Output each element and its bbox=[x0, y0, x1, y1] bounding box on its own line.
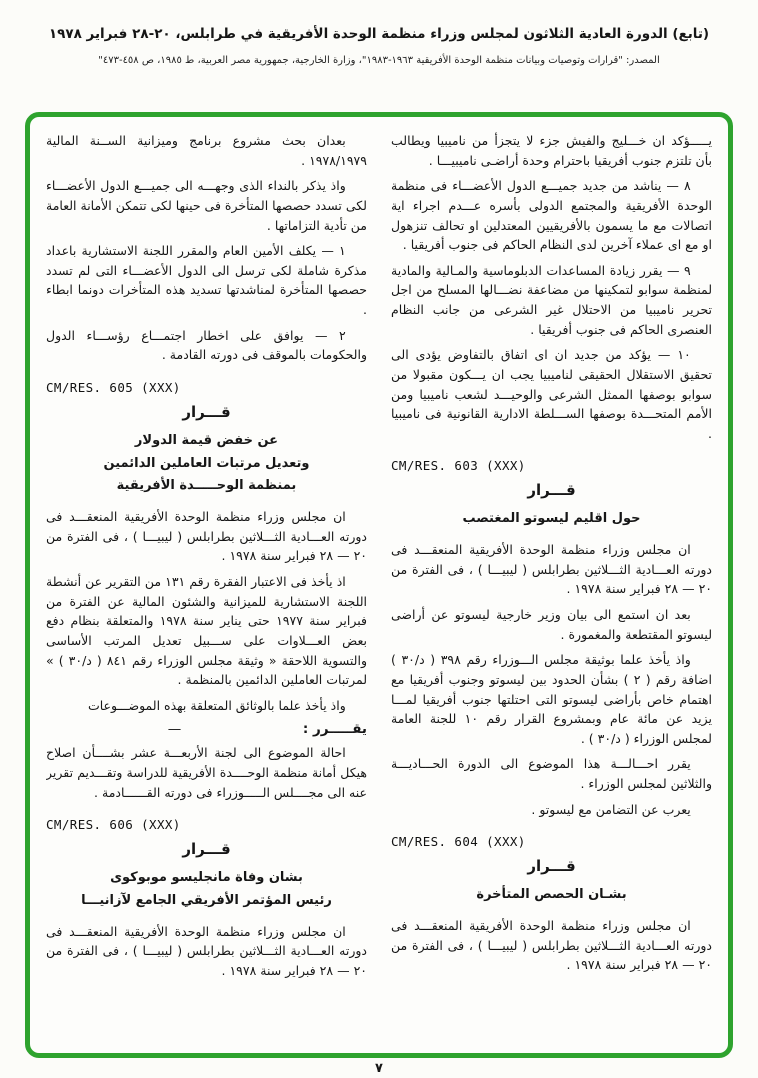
resolution-subject bbox=[391, 884, 712, 907]
paragraph: بعد ان استمع الى بيان وزير خارجية ليسوتو عن أراضى ليسوتو المقتطعة والمغمورة . bbox=[391, 607, 712, 642]
resolution-subject-line: حول اقليم ليسوتو المغتصب bbox=[462, 511, 641, 527]
paragraph: يـــــؤكد ان خـــليج والفيش جزء لا يتجزأ من ناميبيا ويطالب بأن تلتزم جنوب أفريقيا باحترام وحدة أراضـى ناميبيـــا . bbox=[391, 133, 712, 168]
paragraph: يعرب عن التضامن مع ليسوتو . bbox=[531, 801, 691, 817]
resolution-subject bbox=[46, 867, 367, 913]
decree-label: يقـــــرر : bbox=[302, 721, 367, 738]
document-source: المصدر: "قرارات وتوصيات وبيانات منظمة الوحدة الأفريقية ١٩٦٣-١٩٨٣"، وزارة الخارجية، جمهورية مصر العربية، ط ١٩٨٥، ص ٤٥٨-٤٧٣" bbox=[98, 55, 660, 66]
resolution-subject bbox=[391, 508, 712, 531]
decree-dash: — bbox=[167, 721, 182, 738]
green-border-frame bbox=[25, 112, 733, 1058]
paragraph: ان مجلس وزراء منظمة الوحدة الأفريقية المنعقـــد فى دورته العـــادية الثـــلاثين بطرابلس ( ليبيـــا ) ، فى الفترة من ٢٠ — ٢٨ فبراير سنة ١٩٧٨ . bbox=[391, 918, 712, 973]
paragraph: احالة الموضوع الى لجنة الأربعـــة عشر بشــــأن اصلاح هيكل أمانة منظمة الوحــــدة الأفريقية للدراسة وتقـــديم تقرير عنه الى مجــــلس الـــــوزراء فى دورته القــــــادمة . bbox=[46, 745, 367, 800]
resolution-subject-line: رئيس المؤتمر الأفريقي الجامع لآزانيـــا bbox=[81, 893, 332, 908]
resolution-code: CM/RES. 604 (XXX) bbox=[391, 834, 526, 850]
paragraph: ١٠ — يؤكد من جديد ان اى اتفاق بالتفاوض يؤدى الى تحقيق الاستقلال الحقيقى لناميبيا يجب ان يـــكون مقبولا من سوابو بوصفها الممثل الشرعى والوحيـــد لشعب ناميبيا ومن الأمم المتحـــدة بوصفها الســـلطة الادارية القانونية فى ناميبيا . bbox=[391, 347, 712, 441]
resolution-subject-line: بمنظمة الوحـــــدة الأفريقية bbox=[116, 478, 297, 494]
page-number: ٧ bbox=[375, 1061, 383, 1076]
paragraph: اذ يأخذ فى الاعتبار الفقرة رقم ١٣١ من التقرير عن أنشطة اللجنة الاستشارية للميزانية والشئون المالية عن الفترة من فبراير سنة ١٩٧٧ حتى يناير سنة ١٩٧٨ والمتعلقة بنظام دفع بعض العـــلاوات على ســـبيل تعديل المرتب الأساسى والتسوية اللاحقة « وثيقة مجلس الوزراء رقم ٨٤١ ( د/٣٠ ) » لمرتبات العاملين الدائمين بالمنظمة . bbox=[46, 574, 367, 688]
page-header bbox=[0, 26, 758, 66]
resolution-code: CM/RES. 605 (XXX) bbox=[46, 379, 181, 395]
paragraph: واذ يأخذ علما بالوثائق المتعلقة بهذه الموضـــوعات bbox=[87, 697, 346, 713]
resolution-heading: قـــرار bbox=[182, 840, 231, 859]
column-right bbox=[391, 131, 712, 1045]
resolution-heading: قـــرار bbox=[527, 481, 576, 500]
resolution-subject-line: عن خفض قيمة الدولار bbox=[134, 432, 279, 448]
decree-line bbox=[46, 721, 367, 737]
paragraph: واذ يذكر بالنداء الذى وجهـــه الى جميـــع الدول الأعضـــاء لكى تسدد حصصها المتأخرة فى حينها لكى تتمكن الأمانة العامة من تأدية التزاماتها . bbox=[46, 178, 367, 233]
paragraph: ١ — يكلف الأمين العام والمقرر اللجنة الاستشارية باعداد مذكرة شاملة لكى ترسل الى الدول الأعضـــاء التى لم تسدد حصصها المتأخرة لمناشدتها تسديد هذه المتأخرات دونما ابطاء . bbox=[46, 243, 367, 317]
paragraph: بعدان بحث مشروع برنامج وميزانية الســنة المالية ١٩٧٨/١٩٧٩ . bbox=[46, 133, 367, 168]
resolution-heading: قـــرار bbox=[527, 857, 576, 876]
document-title: (تابع) الدورة العادية الثلاثون لمجلس وزراء منظمة الوحدة الأفريقية في طرابلس، ٢٠-٢٨ فبراير ١٩٧٨ bbox=[48, 26, 710, 42]
two-column-layout bbox=[46, 131, 712, 1045]
resolution-subject-line: بشان وفاة مانجليسو موبوكوى bbox=[110, 870, 303, 886]
resolution-heading: قـــرار bbox=[182, 402, 231, 421]
paragraph: ان مجلس وزراء منظمة الوحدة الأفريقية المنعقـــد فى دورته العـــادية الثـــلاثين بطرابلس ( ليبيـــا ) ، فى الفترة من ٢٠ — ٢٨ فبراير سنة ١٩٧٨ . bbox=[46, 509, 367, 564]
resolution-code: CM/RES. 603 (XXX) bbox=[391, 458, 526, 474]
resolution-subject bbox=[46, 430, 367, 498]
paragraph: ٨ — يناشد من جديد جميـــع الدول الأعضـــاء فى منظمة الوحدة الأفريقية والمجتمع الدولى بأسره عـــدم اجراء اية اتصالات مع ما يسمون بالأفريقيين المعتدلين او تحالف تنزهول او مع اى عملاء آخرين لدى النظام الحاكم فى جنوب أفريقيا . bbox=[391, 178, 712, 253]
paragraph: ٩ — يقرر زيادة المساعدات الدبلوماسية والمـالية والمادية لمنظمة سوابو لتمكينها من مضاعفة نضـــالها المسلح من اجل تحرير ناميبيا من الاحتلال غير الشرعى من جانب النظام العنصرى الحاكم فى جنوب أفريقيا . bbox=[391, 262, 712, 337]
paragraph: ٢ — يوافق على اخطار اجتمـــاع رؤســـاء الدول والحكومات بالموقف فى دورته القادمة . bbox=[46, 327, 367, 363]
paragraph: يقرر احـــالـــة هذا الموضوع الى الدورة الحـــاديـــة والثلاثين لمجلس الوزراء . bbox=[391, 756, 712, 791]
column-left bbox=[46, 131, 367, 1045]
resolution-code: CM/RES. 606 (XXX) bbox=[46, 817, 181, 833]
paragraph: ان مجلس وزراء منظمة الوحدة الأفريقية المنعقـــد فى دورته العـــادية الثـــلاثين بطرابلس ( ليبيـــا ) ، فى الفترة من ٢٠ — ٢٨ فبراير سنة ١٩٧٨ . bbox=[391, 542, 712, 597]
resolution-subject-line: وتعديل مرتبات العاملين الدائمين bbox=[103, 455, 310, 471]
paragraph: واذ يأخذ علما بوثيقة مجلس الـــوزراء رقم ٣٩٨ ( د/٣٠ ) اضافة رقم ( ٢ ) بشأن الحدود بين ليسوتو وجنوب أفريقيا مع اهتمام خاص بأراضى ليسوتو التى احتلتها جنوب أفريقيا لمـــا يزيد عن مائة عام وبمشروع القرار رقم ١٠ للجنة العامة لمجلس الوزراء ( د/٣٠ ) . bbox=[391, 652, 712, 746]
paragraph: ان مجلس وزراء منظمة الوحدة الأفريقية المنعقـــد فى دورته العـــادية الثـــلاثين بطرابلس ( ليبيـــا ) ، فى الفترة من ٢٠ — ٢٨ فبراير سنة ١٩٧٨ . bbox=[46, 923, 367, 978]
resolution-subject-line: بشـان الحصص المتأخرة bbox=[476, 887, 627, 903]
